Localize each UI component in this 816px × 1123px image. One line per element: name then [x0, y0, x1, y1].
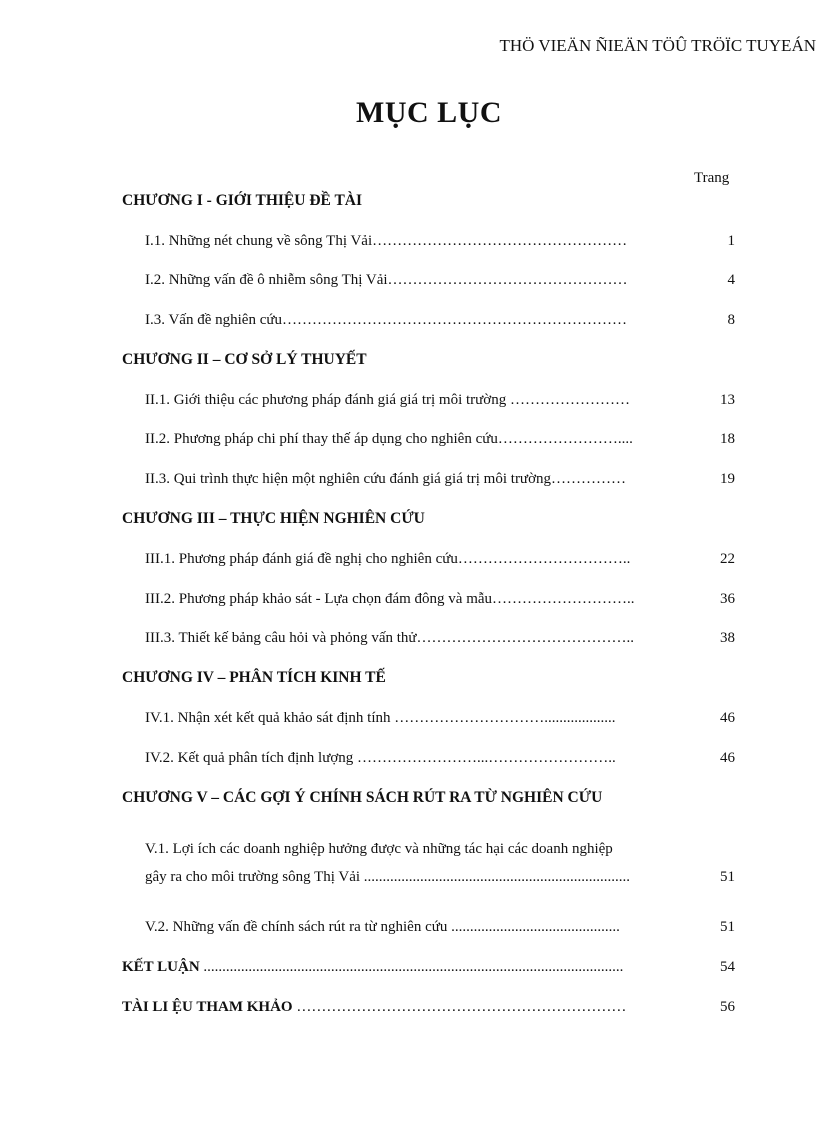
toc-entry-text: IV.2. Kết quả phân tích định lượng ……………………...…………………….. [145, 750, 616, 766]
toc-entry[interactable] [0, 389, 816, 411]
toc-entry-page: 46 [720, 750, 735, 766]
toc-entry-conclusion[interactable] [0, 956, 816, 978]
chapter-title: CHƯƠNG IV – PHÂN TÍCH KINH TẾ [122, 669, 386, 686]
toc-entry-text: II.2. Phương pháp chi phí thay thế áp dụng cho nghiên cứu…………………….... [145, 431, 633, 447]
toc-entry-title: TÀI LI ỆU THAM KHẢO [122, 999, 293, 1015]
chapter-title: CHƯƠNG III – THỰC HIỆN NGHIÊN CỨU [122, 510, 425, 527]
toc-entry-page: 46 [720, 710, 735, 726]
toc-entry-page: 22 [720, 551, 735, 567]
toc-entry-page: 51 [720, 869, 735, 885]
toc-entry-page: 4 [727, 272, 735, 288]
toc-entry-page: 54 [720, 959, 735, 975]
toc-entry-page: 51 [720, 919, 735, 935]
page-column-label: Trang [694, 170, 730, 186]
toc-entry[interactable] [0, 468, 816, 490]
toc-entry-title: KẾT LUẬN [122, 959, 200, 975]
toc-entry-page: 8 [727, 312, 735, 328]
toc-entry-text-line1: V.1. Lợi ích các doanh nghiệp hưởng được và những tác hại các doanh nghiệp [145, 841, 613, 857]
toc-entry[interactable] [0, 309, 816, 331]
chapter-heading[interactable] [0, 667, 816, 689]
toc-entry-references[interactable] [0, 996, 816, 1018]
toc-entry-page: 36 [720, 591, 735, 607]
chapter-title: CHƯƠNG I - GIỚI THIỆU ĐỀ TÀI [122, 192, 363, 209]
toc-entry-page: 13 [720, 392, 735, 408]
toc-entry[interactable] [0, 627, 816, 649]
toc-entry-text-line2: gây ra cho môi trường sông Thị Vải ....................................................................... [145, 869, 631, 885]
header-note: THÖ VIEÄN ÑIEÄN TÖÛ TRÖÏC TUYEÁN [499, 36, 816, 55]
toc-entry-text: II.3. Qui trình thực hiện một nghiên cứu đánh giá giá trị môi trường…………… [145, 471, 626, 487]
chapter-heading[interactable] [0, 508, 816, 530]
toc-leader-dots: ………………………………………………………… [292, 999, 627, 1015]
toc-entry[interactable] [0, 747, 816, 769]
toc-entry-text: III.1. Phương pháp đánh giá đề nghị cho nghiên cứu…………………………….. [145, 551, 631, 567]
page-title: MỤC LỤC [356, 96, 502, 129]
chapter-heading[interactable] [0, 190, 816, 212]
toc-entry[interactable] [0, 838, 816, 888]
toc-entry[interactable] [0, 588, 816, 610]
toc-entry[interactable] [0, 707, 816, 729]
chapter-heading[interactable] [0, 787, 816, 809]
toc-entry-page: 56 [720, 999, 735, 1015]
toc-entry-page: 38 [720, 630, 735, 646]
chapter-heading[interactable] [0, 349, 816, 371]
toc-entry-page: 1 [727, 233, 735, 249]
toc-entry[interactable] [0, 916, 816, 938]
toc-entry[interactable] [0, 548, 816, 570]
toc-entry-page: 18 [720, 431, 735, 447]
toc-entry-text: I.3. Vấn đề nghiên cứu…………………………………………………………… [145, 312, 627, 328]
toc-entry-text: I.1. Những nét chung về sông Thị Vải…………………………………………… [145, 233, 628, 249]
toc-entry-text: III.2. Phương pháp khảo sát - Lựa chọn đám đông và mẫu……………………….. [145, 591, 635, 607]
toc-leader-dots: ................................................................................................................ [199, 959, 624, 975]
toc-entry-text: IV.1. Nhận xét kết quả khảo sát định tính …………………………................... [145, 710, 616, 726]
toc-entry-text: II.1. Giới thiệu các phương pháp đánh giá giá trị môi trường …………………… [145, 392, 630, 408]
toc-entry-text: III.3. Thiết kế bảng câu hỏi và phỏng vấn thử…………………………………….. [145, 630, 635, 646]
toc-entry-text [122, 956, 623, 978]
toc-entry-page: 19 [720, 471, 735, 487]
toc-entry-text: V.2. Những vấn đề chính sách rút ra từ nghiên cứu ............................................. [145, 919, 620, 935]
toc-entry[interactable] [0, 269, 816, 291]
toc-entry-text [122, 996, 626, 1018]
chapter-title: CHƯƠNG II – CƠ SỞ LÝ THUYẾT [122, 351, 367, 368]
toc-entry[interactable] [0, 428, 816, 450]
toc-entry[interactable] [0, 230, 816, 252]
toc-entry-text: I.2. Những vấn đề ô nhiễm sông Thị Vải………………………………………… [145, 272, 628, 288]
chapter-title: CHƯƠNG V – CÁC GỢI Ý CHÍNH SÁCH RÚT RA TỪ NGHIÊN CỨU [122, 789, 603, 806]
